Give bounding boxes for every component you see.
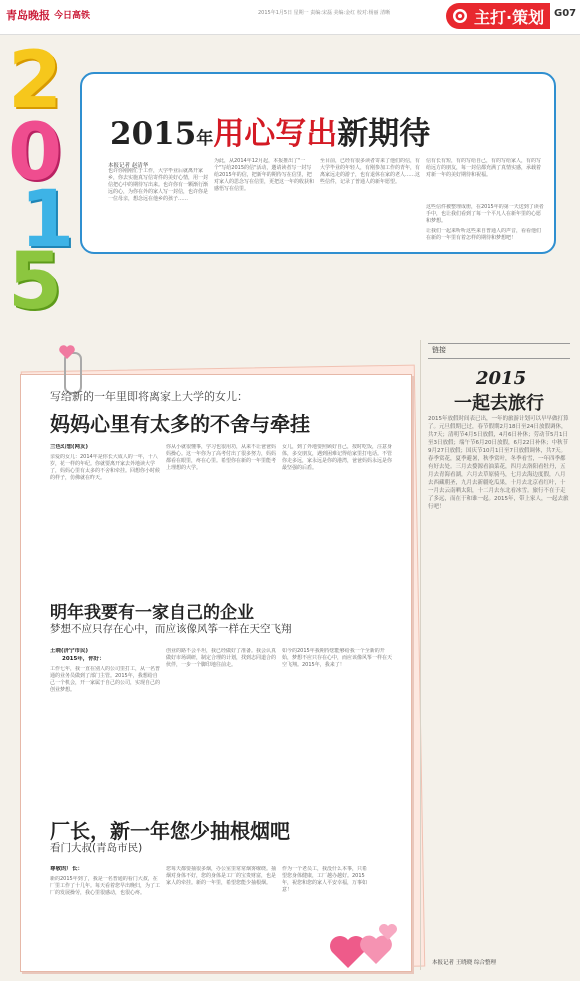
decor-digit-5: 5 [8, 237, 63, 327]
letter1-col2: 你从小就很懂事，学习也很用功，从来不让爸爸妈妈操心。这一年你为了高考付出了很多努力，妈妈都看在眼里，疼在心里。希望你在新的一年里能考上理想的大学。 [166, 444, 276, 471]
letter2-headline: 明年我要有一家自己的企业 [50, 603, 254, 623]
column-divider [420, 340, 421, 970]
letter2-col3: 如今的2015年我期待您能够给我一个全新的开始，梦想不应只存在心中，而应该像风筝一样在天空飞翔。2015年，我来了！ [282, 648, 393, 668]
letter2-subhead: 梦想不应只存在心中，而应该像风筝一样在天空飞翔 [50, 623, 292, 635]
edition-label: 今日高铁 [54, 11, 91, 21]
letter3-headline: 厂长，新一年您少抽根烟吧 [50, 819, 290, 843]
link-label: 链接 [432, 346, 446, 354]
letter1-col3: 女儿，到了外地要照顾好自己，按时吃饭，注意身体，多交朋友，遇到困难记得给家里打电话。不管你走多远，家永远是你的港湾，爸爸妈妈永远是你最坚强的后盾。 [282, 444, 393, 471]
title-highlight: 用心写出 [213, 116, 338, 152]
intro-column-3: 至目前，已经有很多读者寄来了他们的信，有大学毕业的年轻人，有刚参加工作的青年，有离家远走的游子，也有退休在家的老人……这些信件，记录了普通人的新年愿望。 [320, 158, 420, 185]
decor-digit-0: 0 [8, 108, 63, 198]
feature-title [110, 108, 430, 153]
decor-digit-1: 1 [20, 175, 75, 265]
page-number: G07 [554, 8, 577, 19]
letter1-author: 兰色幻想(网友) [50, 444, 89, 450]
decor-digit-2: 2 [8, 36, 63, 126]
sidebar-body: 2015年放假时间表已出，一年的旅游计划可以早早做打算了。元旦假期已过，春节假期2月18日至24日放假调休，共7天；清明节4月5日放假，4月6日补休；劳动节5月1日至3日放假；端午节6月20日放假，6月22日补休；中秋节9月27日放假；国庆节10月1日至7日放假调休，共7天。春季赏花，夏季避暑，秋季赏叶，冬季看雪，一年四季都有好去处。三月去婺源看油菜花，四月去洛阳看牡丹，五月去青海看湖，六月去草原骑马，七月去海边度假，八月去西藏朝圣，九月去新疆吃瓜果，十月去北京看红叶，十一月去云南晒太阳，十二月去东北看冰雪。旅行不在于走了多远，而在于和谁一起。2015年，带上家人，一起去旅行吧！ [428, 416, 569, 510]
letter2-col2: 创业的路不会平坦，我已经做好了准备。我会认真做好市场调研，制定合理的计划，找到志同道合的伙伴，一步一个脚印地往前走。 [166, 648, 276, 668]
letter3-col3: 作为一个老员工，我没什么本事，只希望您身体健康，工厂越办越好。2015年，祝您和您的家人平安幸福，万事如意！ [282, 866, 368, 893]
intro-column-6: 让我们一起来听听这些来自普通人的声音，看看他们在新的一年里有着怎样的期待和梦想吧！ [426, 228, 542, 241]
sidebar-credit: 本报记者 王晓晓 综合整理 [432, 960, 496, 966]
intro-column-5: 这些信件被整理成册，在2015年的第一天送到了读者手中，也让我们看到了每一个平凡人在新年里的心愿和梦想。 [426, 204, 544, 224]
intro-column-4: 信有长有短，有的写给自己，有的写给家人，有的写给远方的朋友，每一封信都充满了真情实感，承载着对新一年的美好期待和祝福。 [426, 158, 542, 178]
sidebar-title: 一起去旅行 [454, 393, 544, 414]
letter3-author: 尊敬的厂长： [50, 866, 84, 872]
title-end: 新期待 [337, 116, 431, 152]
letter1-headline: 妈妈心里有太多的不舍与牵挂 [50, 412, 310, 436]
letter2-greeting: 2015年，你好： [62, 656, 105, 662]
title-year: 2015 [110, 116, 197, 152]
dateline: 2015年1月5日 星期一 责编:宋磊 美编:金红 校对:杨丽 清晰 [258, 10, 391, 16]
letter1-col1: 亲爱的女儿：2014年是你长大成人的一年，十八岁，花一样的年纪。你就要离开家去外地读大学了，妈妈心里有太多的不舍和牵挂。回想你小时候的样子，仿佛就在昨天。 [50, 454, 160, 481]
intro-column-1: 也许你刚刚忙于工作，大学毕业后就离开家乡，你去实施真写信寄件的美好心情，用一封信把心中的期待写出来。也许你有一颗渐行渐远的心，为你在外的家人写一封信，也许你是一位母亲，想念远在他乡的孩子…… [108, 168, 208, 202]
feature-byline: 本报记者 赵清华 [108, 163, 149, 169]
letter3-col2: 您每天都要抽很多烟，办公室里常常烟雾缭绕。抽烟对身体不好，您的身体是工厂的宝贵财富，也是家人的牵挂。新的一年里，希望您能少抽根烟。 [166, 866, 276, 886]
letter2-author: 王晓(济宁市民) [50, 648, 89, 654]
link-bar [428, 343, 570, 359]
section-label: 主打·策划 [474, 8, 545, 27]
sidebar-title-year: 2015 [476, 368, 527, 389]
letter2-col1: 工作七年，我一直在别人的公司里打工，从一名普通的业务员做到了部门主管。2015年，我想给自己一个机会，开一家属于自己的公司，实现自己的创业梦想。 [50, 666, 160, 693]
letter1-kicker: 写给新的一年里即将离家上大学的女儿： [50, 390, 248, 403]
intro-column-2: 为此，从2014年12月起，本报推出了"一个"写给2015的信"活动，邀请读者写一封写给2015年的信，把新年的期待写在信里，把对家人的思念写在信里，更把这一年的收获和感悟写在信里。 [214, 158, 314, 192]
paper-logo: 青岛晚报 [6, 9, 50, 22]
letter3-subhead: 看门大叔(青岛市民) [50, 842, 143, 854]
heart-icon [58, 344, 76, 360]
bullseye-icon [452, 8, 468, 24]
hearts-decoration-icon [326, 918, 406, 978]
letter3-col1: 新的2015年到了，我是一名普通的看门大叔，在厂里工作了十几年。每天看着您早出晚归，为了工厂的发展操劳，我心里很感动，也很心疼。 [50, 876, 160, 896]
title-nian: 年 [196, 129, 214, 149]
